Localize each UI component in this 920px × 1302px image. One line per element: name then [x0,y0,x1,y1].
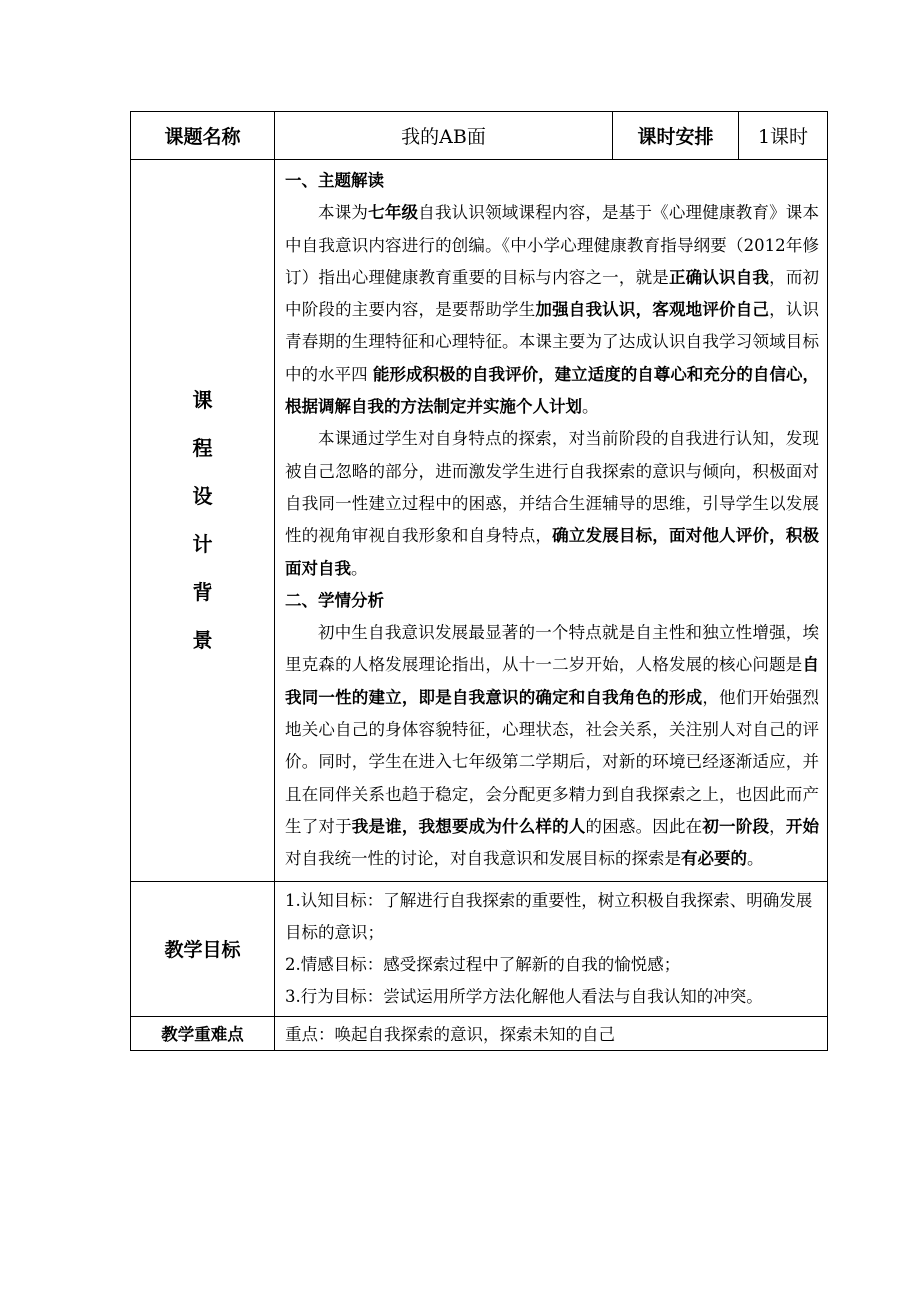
student-analysis-paragraph [285,617,819,875]
body-text: 。 [747,849,764,869]
emphasis-text: 正确认识自我 [668,267,770,287]
body-text: 的困惑。因此在 [585,816,703,836]
goal-item: 1.认知目标：了解进行自我探索的重要性，树立积极自我探索、明确发展目标的意识； [285,890,813,942]
body-text: ，而初中阶段的主要内容，是要帮助学生 [285,267,820,320]
title-value: 我的AB面 [275,112,613,160]
emphasis-text: 加强自我认识，客观地评价自己 [535,300,770,320]
hours-value: 1课时 [739,112,828,160]
hours-label: 课时安排 [613,112,739,160]
background-label-char: 程 [192,436,213,461]
background-label [131,160,275,882]
background-content [275,160,828,882]
goals-content [275,881,828,1016]
body-text: ，认识青春期的生理特征和心理特征。本课主要为了达成认识自我学习领域目标中的水平四 [285,300,820,384]
body-text: 本课为 [318,203,369,223]
emphasis-text: 自我同一性的建立，即是自我意识的确定和自我角色的形成 [285,655,819,707]
goal-item: 3.行为目标：尝试运用所学方法化解他人看法与自我认知的冲突。 [285,986,763,1006]
section-2-heading: 二、学情分析 [285,590,384,610]
title-label: 课题名称 [131,112,275,160]
section-1-heading: 一、主题解读 [285,171,384,190]
body-text: ，他们开始强烈地关心自己的身体容貌特征，心理状态，社会关系，关注别人对自己的评价。同时，学生在进入七年级第二学期后，对新的环境已经逐渐适应，并且在同伴关系也趋于稳定，会分配更多精力到自我探索之上，也因此而产生了对于 [285,687,820,836]
lesson-plan-table [130,111,828,1051]
background-label-char: 背 [192,580,213,605]
body-text: ， [769,816,786,836]
background-label-char: 设 [192,484,213,509]
background-row [131,160,828,882]
background-label-char: 景 [192,628,213,653]
body-text: 。 [351,558,368,578]
body-text: 自我认识领域课程内容，是基于《心理健康教育》课本中自我意识内容进行的创编。《中小学心理健康教育指导纲要（2012年修订）指出心理健康教育重要的目标与内容之一，就是 [285,203,820,287]
header-row [131,112,828,160]
background-label-char: 计 [192,532,213,557]
emphasis-text: 七年级 [368,203,419,223]
goals-label: 教学目标 [131,881,275,1016]
emphasis-text: 有必要的 [681,849,747,869]
emphasis-text: 确立发展目标，面对他人评价，积极面对自我 [285,526,820,578]
key-points-text: 重点：唤起自我探索的意识，探索未知的自己 [275,1016,828,1050]
body-text: 对自我统一性的讨论，对自我意识和发展目标的探索是 [285,849,681,869]
key-points-row [131,1016,828,1050]
theme-paragraph-2 [285,423,819,584]
emphasis-text: 能形成积极的自我评价，建立适度的自尊心和充分的自信心，根据调解自我的方法制定并实施个人计划 [285,364,819,417]
key-points-label: 教学重难点 [131,1016,275,1050]
body-text: 初中生自我意识发展最显著的一个特点就是自主性和独立性增强，埃里克森的人格发展理论指出，从十一二岁开始，人格发展的核心问题是 [285,623,819,675]
body-text: 。 [582,397,599,417]
background-label-char: 课 [192,388,213,413]
goals-row [131,881,828,1016]
emphasis-text: 开始 [785,816,820,836]
body-text: 本课通过学生对自身特点的探索，对当前阶段的自我进行认知，发现被自己忽略的部分，进而激发学生进行自我探索的意识与倾向，积极面对自我同一性建立过程中的困惑，并结合生涯辅导的思维，引导学生以发展性的视角审视自我形象和自身特点， [285,429,819,546]
goal-item: 2.情感目标：感受探索过程中了解新的自我的愉悦感； [285,954,681,974]
emphasis-text: 我是谁，我想要成为什么样的人 [351,816,586,836]
theme-paragraph-1 [285,197,819,423]
emphasis-text: 初一阶段 [702,816,770,836]
